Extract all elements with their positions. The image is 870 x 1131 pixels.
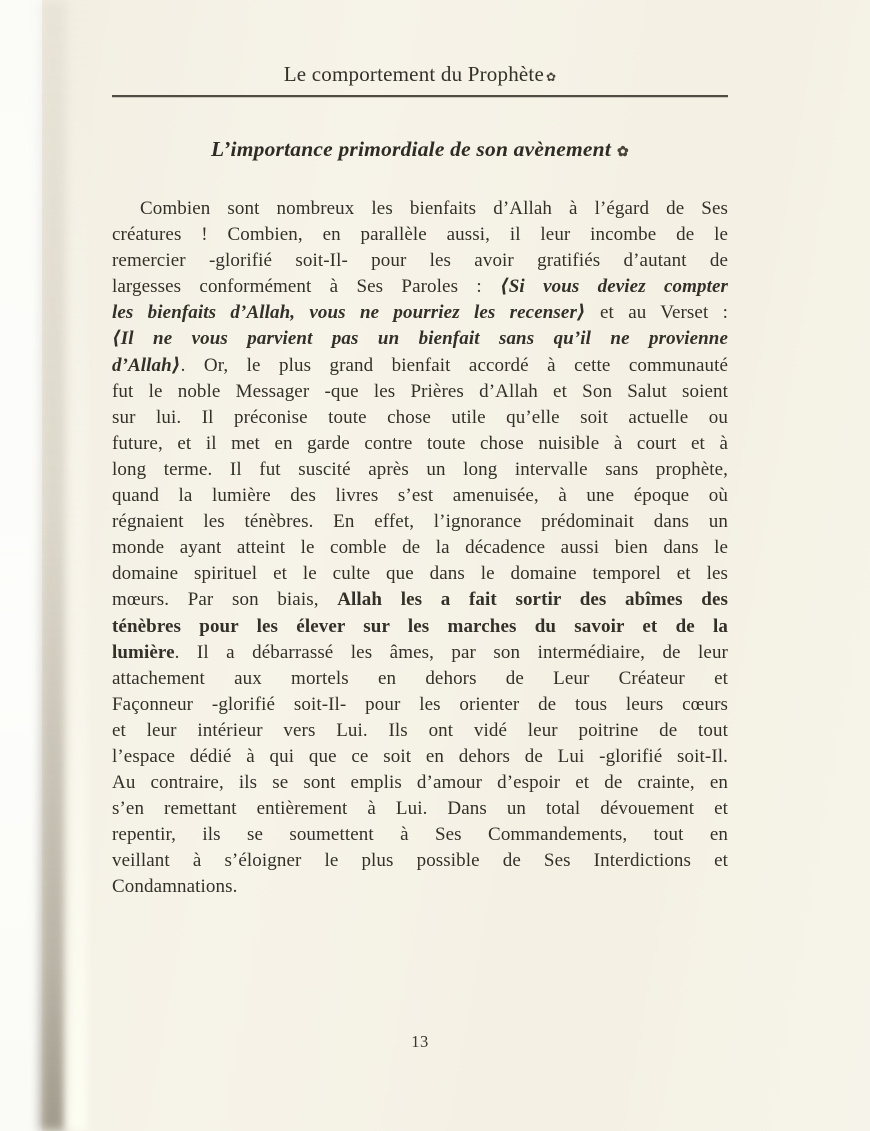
text-line xyxy=(112,744,728,770)
text-line xyxy=(112,796,728,822)
text-segment: repentir, ils se soumettent à Ses Commandements, tout en xyxy=(112,824,728,846)
text-line xyxy=(112,326,728,352)
text-segment: largesses conformément à Ses Paroles : xyxy=(112,276,500,298)
text-segment: remercier -glorifié soit-Il- pour les avoir gratifiés d’autant de xyxy=(112,250,728,272)
text-line xyxy=(112,405,728,431)
text-line xyxy=(112,457,728,483)
header-rule xyxy=(112,95,728,97)
text-line xyxy=(112,379,728,405)
text-segment: domaine spirituel et le culte que dans le domaine temporel et les xyxy=(112,563,728,585)
text-line xyxy=(112,692,728,718)
text-segment: l’espace dédié à qui que ce soit en dehors de Lui -glorifié soit-Il. xyxy=(112,745,728,767)
text-line xyxy=(112,196,728,222)
section-title-text: L’importance primordiale de son avènement xyxy=(211,137,612,161)
text-line xyxy=(112,274,728,300)
text-segment: et leur intérieur vers Lui. Ils ont vidé leur poitrine de tout xyxy=(112,719,728,741)
text-line xyxy=(112,587,728,613)
text-line xyxy=(112,483,728,509)
text-segment: . Il a débarrassé les âmes, par son intermédiaire, de leur xyxy=(174,641,728,663)
text-line xyxy=(112,874,728,900)
text-segment: fut le noble Messager -que les Prières d’Allah et Son Salut soient xyxy=(112,380,728,402)
text-segment: Combien sont nombreux les bienfaits d’Allah à l’égard de Ses xyxy=(140,198,728,219)
text-segment: créatures ! Combien, en parallèle aussi, il leur incombe de le xyxy=(112,224,728,246)
text-line xyxy=(112,248,728,274)
text-segment: mœurs. Par son biais, xyxy=(112,589,338,611)
text-segment: veillant à s’éloigner le plus possible de Ses Interdictions et xyxy=(112,850,728,872)
bold-text-segment: Allah les a fait sortir des abîmes des xyxy=(337,589,728,611)
text-segment: monde ayant atteint le comble de la décadence aussi bien dans le xyxy=(112,537,728,559)
text-line xyxy=(112,822,728,848)
verse-quote-segment: d’Allah⟩ xyxy=(112,354,181,376)
page-left-margin xyxy=(0,0,42,1131)
text-segment: long terme. Il fut suscité après un long intervalle sans prophète, xyxy=(112,458,728,480)
body-text xyxy=(112,196,728,901)
text-segment: Au contraire, ils se sont emplis d’amour d’espoir et de crainte, en xyxy=(112,772,728,794)
section-title xyxy=(112,137,728,162)
text-segment: s’en remettant entièrement à Lui. Dans un total dévouement et xyxy=(112,798,728,820)
text-segment: et au Verset : xyxy=(585,302,728,324)
page-number: 13 xyxy=(411,1032,429,1051)
bold-text-segment: lumière xyxy=(112,641,175,663)
text-line xyxy=(112,614,728,640)
text-line xyxy=(112,509,728,535)
text-segment: régnaient les ténèbres. En effet, l’ignorance prédominait dans un xyxy=(112,511,728,533)
text-line xyxy=(112,222,728,248)
text-segment: quand la lumière des livres s’est amenuisée, à une époque où xyxy=(112,485,728,507)
text-line xyxy=(112,561,728,587)
text-line xyxy=(112,666,728,692)
text-segment: Façonneur -glorifié soit-Il- pour les orienter de tous leurs cœurs xyxy=(112,693,728,715)
text-line xyxy=(112,353,728,379)
text-segment: . Or, le plus grand bienfait accordé à cette communauté xyxy=(180,354,728,376)
page-content xyxy=(112,0,728,1131)
pbuh-honorific-icon: ✿ xyxy=(545,70,557,84)
page-gutter-shadow xyxy=(40,0,66,1131)
text-segment: Condamnations. xyxy=(112,876,238,898)
page-gutter-highlight xyxy=(66,0,88,1131)
verse-quote-segment: les bienfaits d’Allah, vous ne pourriez les recenser⟩ xyxy=(112,302,586,324)
text-segment: attachement aux mortels en dehors de Leur Créateur et xyxy=(112,667,728,689)
running-header xyxy=(112,62,728,87)
text-line xyxy=(112,535,728,561)
text-line xyxy=(112,300,728,326)
text-line xyxy=(112,718,728,744)
bold-text-segment: ténèbres pour les élever sur les marches du savoir et de la xyxy=(112,615,728,637)
verse-quote-segment: ⟨Il ne vous parvient pas un bienfait sans qu’il ne provienne xyxy=(112,328,728,350)
text-segment: future, et il met en garde contre toute chose nuisible à court et à xyxy=(112,432,728,454)
text-line xyxy=(112,848,728,874)
text-line xyxy=(112,640,728,666)
verse-quote-segment: ⟨Si vous deviez compter xyxy=(499,276,728,298)
text-line xyxy=(112,431,728,457)
text-line xyxy=(112,770,728,796)
pbuh-honorific-icon: ✿ xyxy=(617,145,629,160)
running-header-title: Le comportement du Prophète xyxy=(283,62,544,86)
text-segment: sur lui. Il préconise toute chose utile qu’elle soit actuelle ou xyxy=(112,406,728,428)
